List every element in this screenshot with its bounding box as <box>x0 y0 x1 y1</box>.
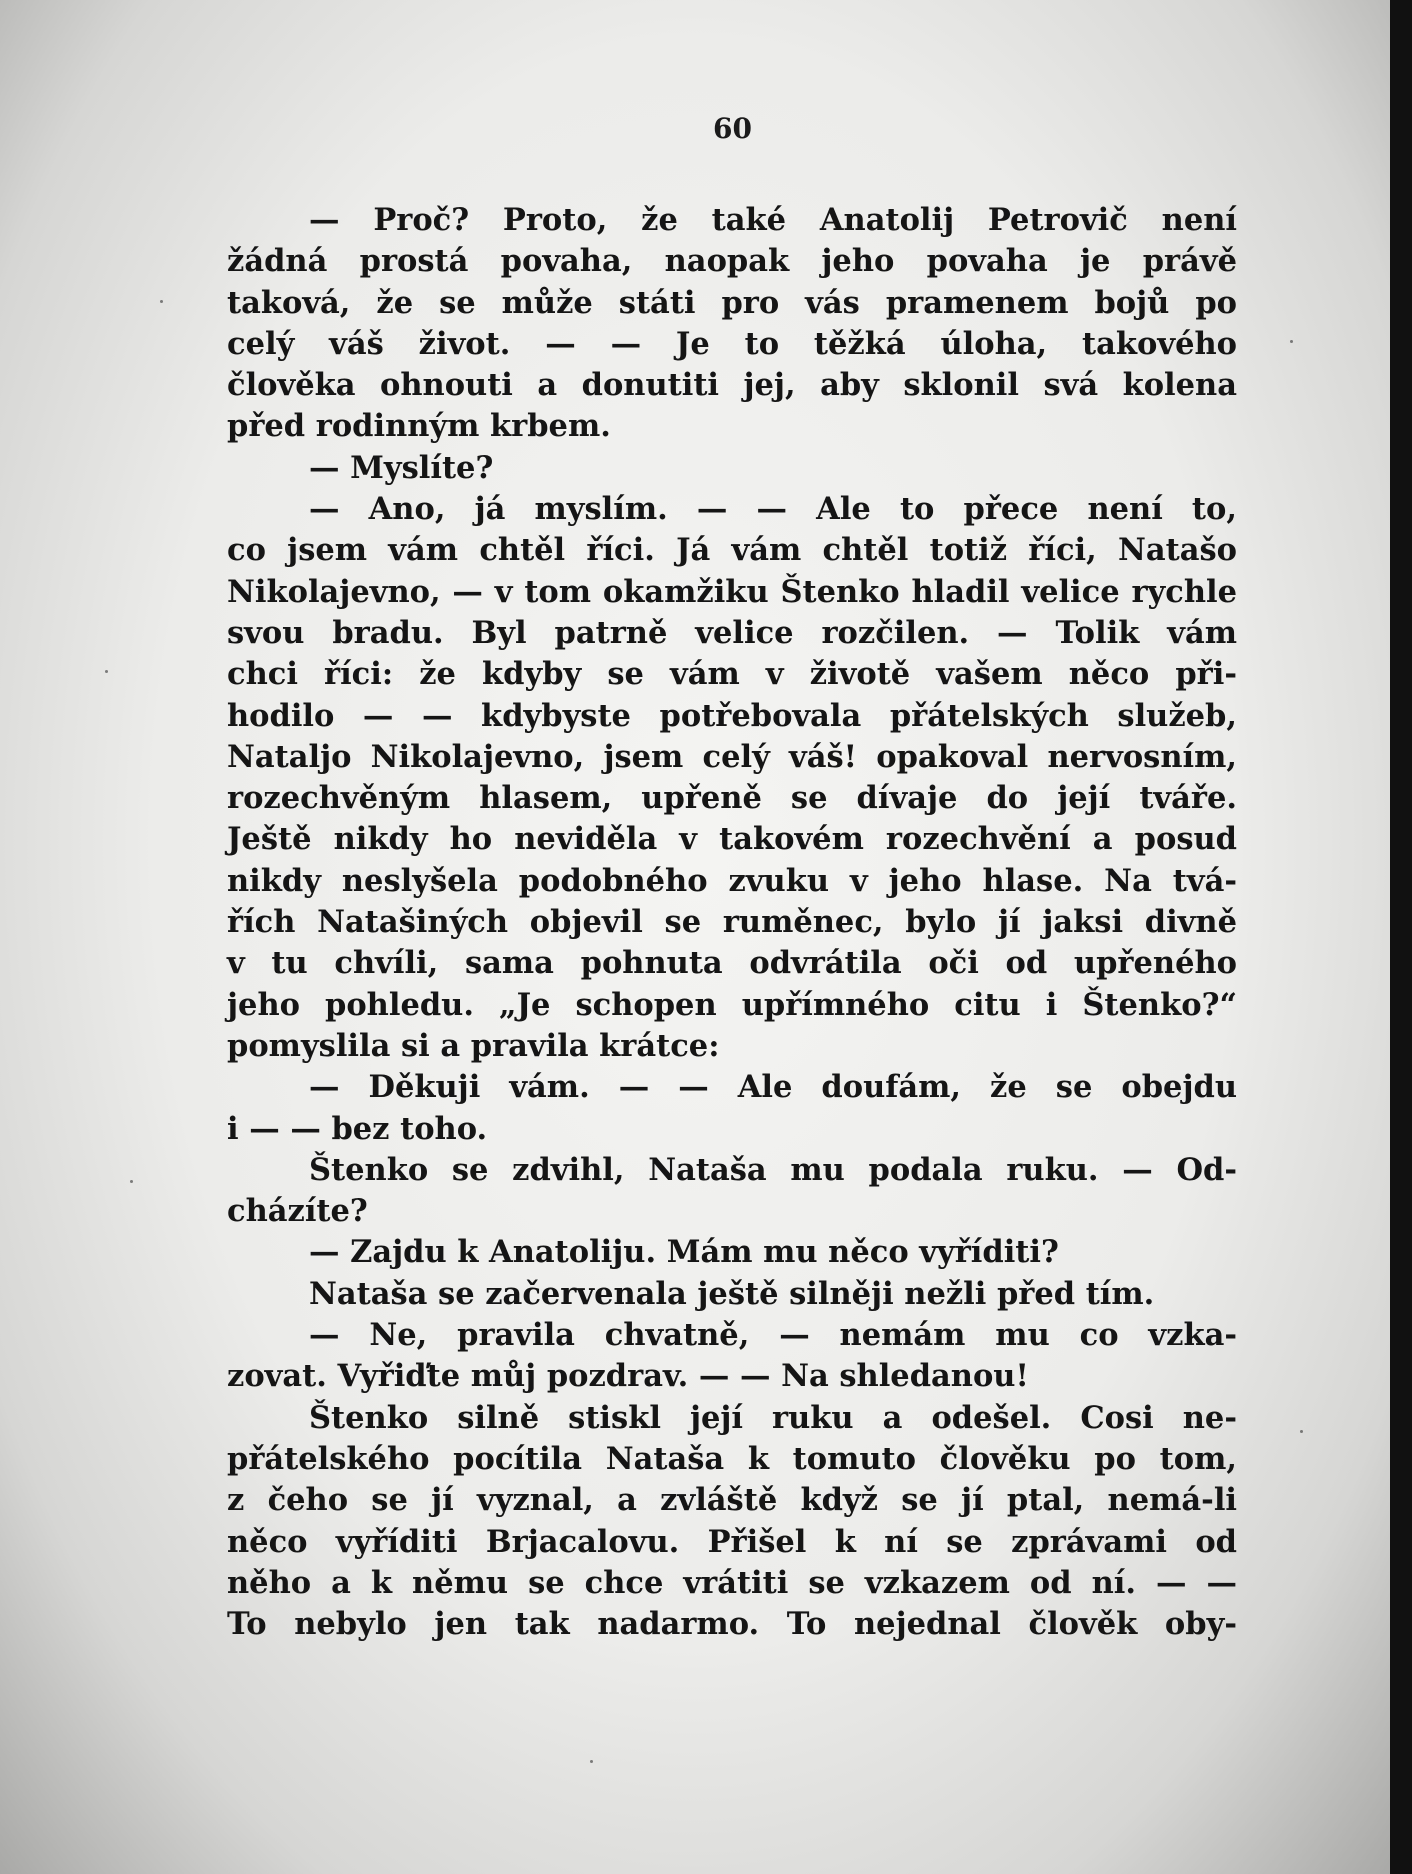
text-line: v tu chvíli, sama pohnuta odvrátila oči od upřeného <box>227 945 1237 982</box>
scan-speck <box>130 1180 133 1183</box>
text-line: cházíte? <box>227 1193 368 1230</box>
text-line: svou bradu. Byl patrně velice rozčilen. — Tolik vám <box>227 614 1237 651</box>
scan-border <box>1390 0 1412 1874</box>
text-line: žádná prostá povaha, naopak jeho povaha je právě <box>227 243 1237 280</box>
text-line: člověka ohnouti a donutiti jej, aby sklonil svá kolena <box>227 367 1237 404</box>
text-line: — Zajdu k Anatoliju. Mám mu něco vyříditi? <box>309 1234 1059 1271</box>
page-number: 60 <box>713 112 752 145</box>
text-line: z čeho se jí vyznal, a zvláště když se jí ptal, nemá-li <box>227 1482 1237 1519</box>
scan-speck <box>105 670 108 673</box>
scan-speck <box>1300 1430 1303 1433</box>
text-line: něho a k němu se chce vrátiti se vzkazem od ní. — — <box>227 1564 1237 1601</box>
text-line: taková, že se může státi pro vás pramenem bojů po <box>227 284 1237 321</box>
text-line: přátelského pocítila Nataša k tomuto člověku po tom, <box>227 1440 1237 1477</box>
text-line: Nataša se začervenala ještě silněji nežli před tím. <box>309 1275 1155 1312</box>
text-line: — Proč? Proto, že také Anatolij Petrovič není <box>309 202 1237 238</box>
text-line: i — — bez toho. <box>227 1110 488 1147</box>
page-text <box>227 200 1237 1645</box>
scan-speck <box>590 1760 593 1763</box>
text-line: zovat. Vyřiďte můj pozdrav. — — Na shledanou! <box>227 1358 1029 1395</box>
text-line: Štenko se zdvihl, Nataša mu podala ruku. — Od- <box>309 1151 1237 1188</box>
text-line: něco vyříditi Brjacalovu. Přišel k ní se zprávami od <box>227 1523 1237 1560</box>
text-line: Nataljo Nikolajevno, jsem celý váš! opakoval nervosním, <box>227 738 1237 775</box>
text-line: rozechvěným hlasem, upřeně se dívaje do její tváře. <box>227 780 1237 817</box>
text-line: Ještě nikdy ho neviděla v takovém rozechvění a posud <box>227 821 1237 858</box>
scan-speck <box>1290 340 1293 343</box>
text-line: — Ano, já myslím. — — Ale to přece není to, <box>309 491 1237 528</box>
text-line: — Děkuji vám. — — Ale doufám, že se obejdu <box>309 1069 1237 1106</box>
text-line: jeho pohledu. „Je schopen upřímného citu i Štenko?“ <box>227 986 1237 1023</box>
text-line: Nikolajevno, — v tom okamžiku Štenko hladil velice rychle <box>227 573 1237 610</box>
text-line: To nebylo jen tak nadarmo. To nejednal člověk oby- <box>227 1606 1237 1643</box>
text-line: před rodinným krbem. <box>227 408 611 445</box>
text-line: — Ne, pravila chvatně, — nemám mu co vzka- <box>309 1317 1237 1354</box>
text-line: co jsem vám chtěl říci. Já vám chtěl totiž říci, Natašo <box>227 532 1237 569</box>
text-line: chci říci: že kdyby se vám v životě vašem něco při- <box>227 656 1237 693</box>
text-line: Štenko silně stiskl její ruku a odešel. Cosi ne- <box>309 1399 1237 1436</box>
text-line: řích Natašiných objevil se ruměnec, bylo jí jaksi divně <box>227 904 1237 941</box>
text-line: hodilo — — kdybyste potřebovala přátelských služeb, <box>227 697 1237 734</box>
text-line: nikdy neslyšela podobného zvuku v jeho hlase. Na tvá- <box>227 862 1237 899</box>
text-line: celý váš život. — — Je to těžká úloha, takového <box>227 325 1237 362</box>
text-line: pomyslila si a pravila krátce: <box>227 1027 720 1064</box>
scan-speck <box>160 300 163 303</box>
text-line: — Myslíte? <box>309 449 494 486</box>
